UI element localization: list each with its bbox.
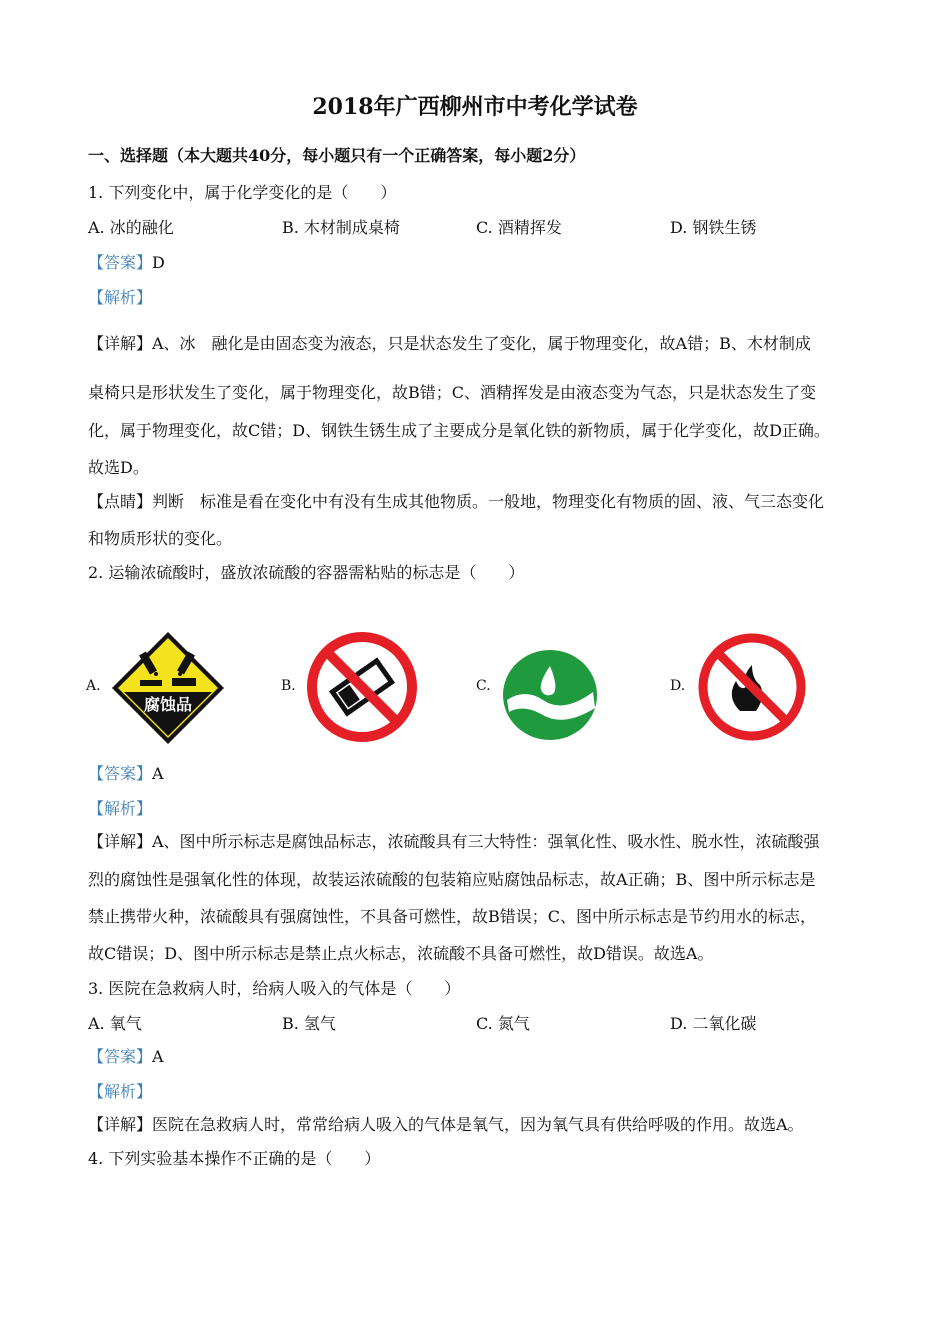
q2-detail-line: 烈的腐蚀性是强氧化性的体现，故装运浓硫酸的包装箱应贴腐蚀品标志，故A正确；B、图中所示标志是: [88, 870, 816, 889]
page-title: 2018年广西柳州市中考化学试卷: [312, 94, 638, 120]
q2-option-a-label: A.: [86, 678, 101, 694]
q2-answer-value: A: [152, 764, 164, 783]
corrosive-sign-text: 腐蚀品: [143, 695, 193, 714]
q2-detail-line: 故C错误；D、图中所示标志是禁止点火标志，浓硫酸不具备可燃性，故D错误。故选A。: [88, 944, 714, 963]
q1-answer-value: D: [152, 253, 165, 272]
no-ignition-sign-icon: [696, 631, 808, 743]
answer-label: 【答案】: [88, 253, 153, 272]
q2-option-b-label: B.: [281, 678, 296, 694]
section-heading: 一、选择题（本大题共40分，每小题只有一个正确答案，每小题2分）: [88, 146, 586, 165]
q2-detail-line: 【详解】A、图中所示标志是腐蚀品标志，浓硫酸具有三大特性：强氧化性、吸水性、脱水性，浓硫酸强: [88, 832, 820, 851]
q1-option-b: B. 木材制成桌椅: [282, 218, 400, 237]
q3-option-d: D. 二氧化碳: [670, 1014, 757, 1033]
q3-option-b: B. 氢气: [282, 1014, 336, 1033]
q1-detail-line: 化，属于物理变化，故C错；D、钢铁生锈生成了主要成分是氧化铁的新物质，属于化学变化，故D正确。: [88, 421, 830, 440]
corrosive-sign-icon: [110, 630, 226, 746]
q1-detail-line: 故选D。: [88, 458, 149, 477]
question-4-stem: 4. 下列实验基本操作不正确的是（ ）: [88, 1149, 381, 1168]
q3-option-a: A. 氧气: [88, 1014, 142, 1033]
q3-detail-line: 【详解】医院在急救病人时，常常给病人吸入的气体是氧气，因为氧气具有供给呼吸的作用。故选A。: [88, 1115, 804, 1134]
q1-option-d: D. 钢铁生锈: [670, 218, 757, 237]
q1-analysis-label: 【解析】: [88, 288, 153, 307]
q3-answer-value: A: [152, 1047, 164, 1066]
water-saving-sign-icon: [501, 648, 599, 742]
q3-answer: 【答案】A: [88, 1047, 164, 1066]
q1-note-line: 和物质形状的变化。: [88, 529, 233, 548]
q3-analysis-label: 【解析】: [88, 1082, 153, 1101]
no-fire-carrying-sign-icon: [305, 630, 419, 744]
question-1-stem: 1. 下列变化中，属于化学变化的是（ ）: [88, 183, 397, 202]
q2-option-d-label: D.: [670, 678, 686, 694]
question-3-stem: 3. 医院在急救病人时，给病人吸入的气体是（ ）: [88, 979, 461, 998]
q1-note-line: 【点睛】判断 标准是看在变化中有没有生成其他物质。一般地，物理变化有物质的固、液、气三态变化: [88, 492, 825, 511]
q1-detail-line: 【详解】A、冰 融化是由固态变为液态，只是状态发生了变化，属于物理变化，故A错；B、木材制成: [88, 334, 811, 353]
q2-analysis-label: 【解析】: [88, 799, 153, 818]
q1-option-a: A. 冰的融化: [88, 218, 174, 237]
question-2-stem: 2. 运输浓硫酸时，盛放浓硫酸的容器需粘贴的标志是（ ）: [88, 563, 525, 582]
q1-detail-line: 桌椅只是形状发生了变化，属于物理变化，故B错；C、酒精挥发是由液态变为气态，只是状态发生了变: [88, 383, 817, 402]
q2-option-c-label: C.: [476, 678, 491, 694]
q3-option-c: C. 氮气: [476, 1014, 530, 1033]
q2-answer: 【答案】A: [88, 764, 164, 783]
q1-option-c: C. 酒精挥发: [476, 218, 562, 237]
q1-answer: [88, 250, 165, 273]
q2-detail-line: 禁止携带火种，浓硫酸具有强腐蚀性，不具备可燃性，故B错误；C、图中所示标志是节约用水的标志，: [88, 907, 817, 926]
